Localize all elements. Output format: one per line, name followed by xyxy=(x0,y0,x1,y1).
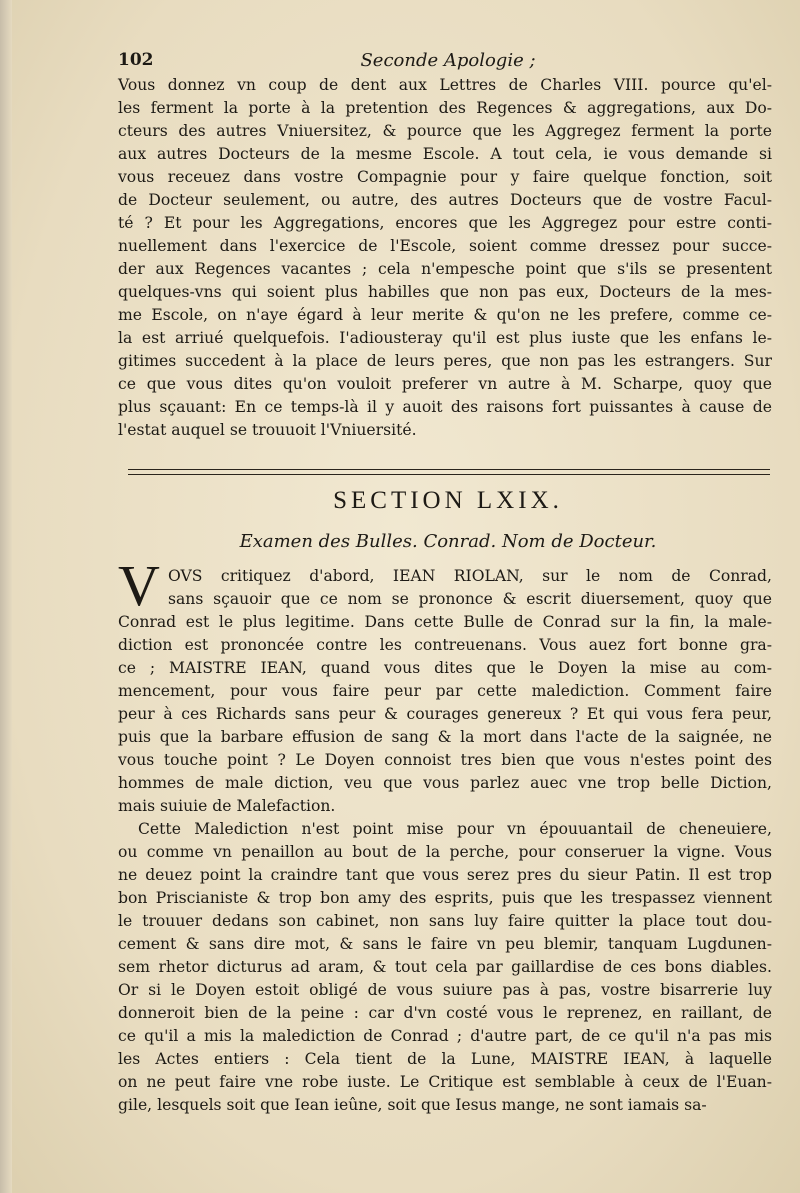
section-divider-rule xyxy=(128,469,770,475)
text-line: té ? Et pour les Aggregations, encores que les Aggregez pour estre conti- xyxy=(118,214,772,232)
text-line: mencement, pour vous faire peur par cette malediction. Comment faire xyxy=(118,682,772,700)
text-line: les Actes entiers : Cela tient de la Lune, MAISTRE IEAN, à laquelle xyxy=(118,1050,772,1068)
text-line: de Docteur seulement, ou autre, des autres Docteurs que de vostre Facul- xyxy=(118,191,772,209)
text-line: peur à ces Richards sans peur & courages genereux ? Et qui vous fera peur, xyxy=(118,705,772,723)
text-line: diction est prononcée contre les contreuenans. Vous auez fort bonne gra- xyxy=(118,636,772,654)
text-line: ce qu'il a mis la malediction de Conrad ; d'autre part, de ce qu'il n'a pas mis xyxy=(118,1027,772,1045)
text-line: gile, lesquels soit que Iean ieûne, soit que Iesus mange, ne sont iamais sa- xyxy=(118,1096,707,1114)
text-line: mais suiuie de Malefaction. xyxy=(118,797,336,815)
text-line: les ferment la porte à la pretention des Regences & aggregations, aux Do- xyxy=(118,99,772,117)
text-line: ou comme vn penaillon au bout de la perche, pour conseruer la vigne. Vous xyxy=(118,843,772,861)
text-line: nuellement dans l'exercice de l'Escole, soient comme dressez pour succe- xyxy=(118,237,772,255)
text-line: Or si le Doyen estoit obligé de vous suiure pas à pas, vostre bisarrerie luy xyxy=(118,981,772,999)
text-line: la est arriué quelquefois. I'adiousteray qu'il est plus iuste que les enfans le- xyxy=(118,329,772,347)
paragraph-1 xyxy=(118,74,772,442)
text-line: hommes de male diction, veu que vous parlez auec vne trop belle Diction, xyxy=(118,774,772,792)
drop-cap: V xyxy=(118,553,160,618)
text-line: aux autres Docteurs de la mesme Escole. A tout cela, ie vous demande si xyxy=(118,145,772,163)
text-line: OVS critiquez d'abord, IEAN RIOLAN, sur le nom de Conrad, xyxy=(168,567,772,585)
text-line: der aux Regences vacantes ; cela n'empesche point que s'ils se presentent xyxy=(118,260,772,278)
text-line: plus sçauant: En ce temps-là il y auoit des raisons fort puissantes à cause de xyxy=(118,398,772,416)
text-line: sem rhetor dicturus ad aram, & tout cela par gaillardise de ces bons diables. xyxy=(118,958,772,976)
paragraph-2-and-3 xyxy=(118,565,772,1117)
text-line: on ne peut faire vne robe iuste. Le Critique est semblable à ceux de l'Euan- xyxy=(118,1073,772,1091)
text-line: vous receuez dans vostre Compagnie pour y faire quelque fonction, soit xyxy=(118,168,772,186)
text-line: Vous donnez vn coup de dent aux Lettres de Charles VIII. pource qu'el- xyxy=(118,76,772,94)
text-line: puis que la barbare effusion de sang & la mort dans l'acte de la saignée, ne xyxy=(118,728,772,746)
text-line: vous touche point ? Le Doyen connoist tres bien que vous n'estes point des xyxy=(118,751,772,769)
text-line: cement & sans dire mot, & sans le faire vn peu blemir, tanquam Lugdunen- xyxy=(118,935,772,953)
text-line: me Escole, on n'aye égard à leur merite & qu'on ne les prefere, comme ce- xyxy=(118,306,772,324)
text-line: gitimes succedent à la place de leurs peres, que non pas les estrangers. Sur xyxy=(118,352,772,370)
text-line: Cette Malediction n'est point mise pour vn épouuantail de cheneuiere, xyxy=(138,820,772,838)
running-title: Seconde Apologie ; xyxy=(360,50,536,71)
text-line: cteurs des autres Vniuersitez, & pource que les Aggregez ferment la porte xyxy=(118,122,772,140)
section-heading: SECTION LXIX. xyxy=(333,487,563,514)
text-line: ce ; MAISTRE IEAN, quand vous dites que le Doyen la mise au com- xyxy=(118,659,772,677)
page-number: 102 xyxy=(118,50,154,70)
text-line: quelques-vns qui soient plus habilles que non pas eux, Docteurs de la mes- xyxy=(118,283,772,301)
page-binding-edge xyxy=(0,0,12,1193)
text-line: l'estat auquel se trouuoit l'Vniuersité. xyxy=(118,421,417,439)
text-line: bon Priscianiste & trop bon amy des esprits, puis que les trespassez viennent xyxy=(118,889,772,907)
text-line: le trouuer dedans son cabinet, non sans luy faire quitter la place tout dou- xyxy=(118,912,772,930)
text-line: ne deuez point la craindre tant que vous serez pres du sieur Patin. Il est trop xyxy=(118,866,772,884)
section-subtitle: Examen des Bulles. Conrad. Nom de Docteur. xyxy=(239,531,657,552)
text-line: donneroit bien de la peine : car d'vn costé vous le reprenez, en raillant, de xyxy=(118,1004,772,1022)
text-line: Conrad est le plus legitime. Dans cette Bulle de Conrad sur la fin, la male- xyxy=(118,613,772,631)
text-line: ce que vous dites qu'on vouloit preferer vn autre à M. Scharpe, quoy que xyxy=(118,375,772,393)
text-line: sans sçauoir que ce nom se prononce & escrit diuersement, quoy que xyxy=(168,590,772,608)
